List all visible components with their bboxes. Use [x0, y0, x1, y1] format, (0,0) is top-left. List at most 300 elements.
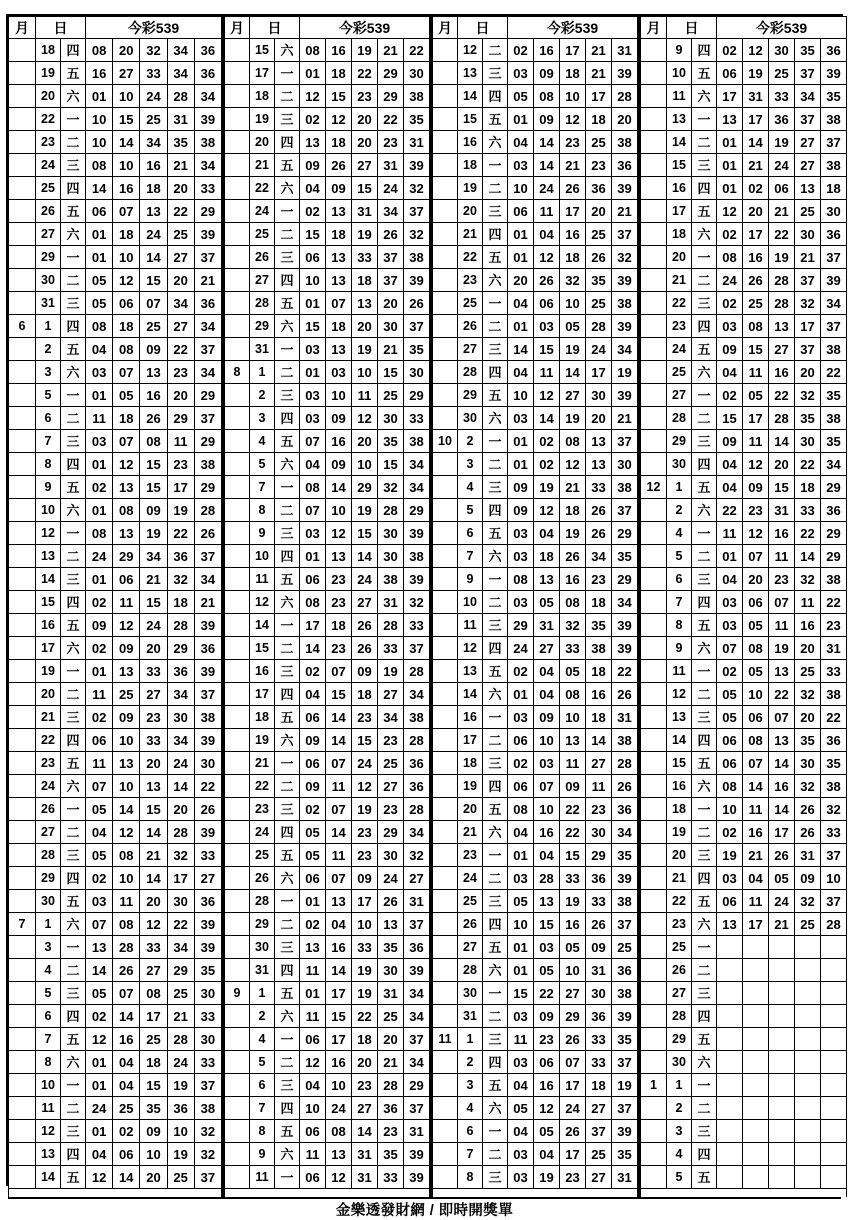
cell-number: 16 — [140, 154, 167, 177]
cell-number: 31 — [534, 614, 560, 637]
cell-number: 14 — [326, 729, 352, 752]
cell-day: 19 — [36, 62, 61, 85]
cell-number: 34 — [194, 315, 221, 338]
cell-number: 06 — [86, 729, 113, 752]
cell-day: 3 — [250, 407, 275, 430]
cell-number: 06 — [300, 568, 326, 591]
cell-number: 08 — [560, 430, 586, 453]
cell-number — [795, 936, 821, 959]
cell-weekday: 四 — [275, 131, 300, 154]
cell-number: 36 — [586, 1005, 612, 1028]
cell-number: 32 — [140, 39, 167, 62]
cell-number: 20 — [140, 752, 167, 775]
cell-day: 15 — [250, 637, 275, 660]
cell-month — [641, 246, 667, 269]
cell-weekday: 一 — [692, 660, 717, 683]
cell-number: 29 — [378, 821, 404, 844]
cell-number: 39 — [194, 614, 221, 637]
cell-number: 24 — [378, 177, 404, 200]
cell-day: 13 — [458, 62, 483, 85]
cell-weekday: 三 — [483, 1166, 508, 1189]
cell-number: 05 — [743, 614, 769, 637]
cell-number: 23 — [534, 1028, 560, 1051]
cell-number: 33 — [769, 85, 795, 108]
cell-number: 14 — [86, 959, 113, 982]
cell-month — [433, 982, 458, 1005]
cell-number: 36 — [821, 729, 847, 752]
cell-day: 29 — [667, 1028, 692, 1051]
cell-number: 26 — [352, 614, 378, 637]
cell-number: 34 — [612, 338, 638, 361]
header-month: 月 — [9, 17, 36, 39]
cell-day: 12 — [458, 39, 483, 62]
cell-day: 18 — [667, 223, 692, 246]
cell-number: 20 — [795, 637, 821, 660]
cell-day: 4 — [667, 1143, 692, 1166]
cell-number: 13 — [113, 476, 140, 499]
cell-number: 23 — [352, 85, 378, 108]
cell-number: 25 — [378, 384, 404, 407]
cell-number: 08 — [717, 775, 743, 798]
cell-number: 06 — [743, 706, 769, 729]
cell-number: 23 — [326, 591, 352, 614]
cell-day: 31 — [250, 959, 275, 982]
cell-number: 11 — [560, 752, 586, 775]
cell-number: 05 — [86, 798, 113, 821]
cell-month — [641, 292, 667, 315]
cell-number: 12 — [352, 775, 378, 798]
cell-number: 23 — [352, 844, 378, 867]
cell-month — [433, 798, 458, 821]
cell-number: 16 — [743, 821, 769, 844]
cell-number: 03 — [717, 315, 743, 338]
cell-number: 19 — [352, 982, 378, 1005]
table-row — [641, 844, 847, 867]
cell-number: 23 — [378, 1120, 404, 1143]
cell-number: 35 — [612, 545, 638, 568]
cell-number: 10 — [560, 85, 586, 108]
cell-number: 13 — [534, 890, 560, 913]
cell-number: 12 — [352, 407, 378, 430]
table-row — [9, 614, 222, 637]
cell-number: 38 — [612, 729, 638, 752]
table-row — [433, 913, 638, 936]
cell-number: 09 — [534, 62, 560, 85]
cell-weekday: 一 — [483, 154, 508, 177]
table-body-4 — [641, 39, 847, 1197]
table-row — [641, 959, 847, 982]
table-row — [9, 729, 222, 752]
cell-number: 06 — [300, 1120, 326, 1143]
cell-day: 23 — [250, 798, 275, 821]
cell-number: 04 — [534, 522, 560, 545]
cell-weekday: 五 — [275, 844, 300, 867]
cell-weekday: 一 — [61, 798, 86, 821]
cell-month — [433, 936, 458, 959]
table-row — [641, 476, 847, 499]
cell-weekday: 三 — [483, 200, 508, 223]
table-row — [433, 131, 638, 154]
cell-month — [433, 913, 458, 936]
table-row — [225, 522, 430, 545]
cell-number: 10 — [113, 867, 140, 890]
cell-month — [225, 867, 250, 890]
cell-number: 18 — [560, 246, 586, 269]
cell-number: 13 — [326, 890, 352, 913]
cell-number: 09 — [743, 476, 769, 499]
cell-number: 26 — [194, 798, 221, 821]
cell-month — [641, 361, 667, 384]
cell-number: 35 — [378, 1143, 404, 1166]
cell-weekday: 五 — [275, 154, 300, 177]
cell-weekday: 三 — [275, 384, 300, 407]
cell-number: 01 — [717, 177, 743, 200]
cell-weekday: 四 — [275, 959, 300, 982]
cell-day: 21 — [250, 752, 275, 775]
cell-number: 16 — [140, 384, 167, 407]
table-row — [9, 407, 222, 430]
cell-day: 15 — [250, 39, 275, 62]
cell-number: 28 — [404, 729, 430, 752]
cell-number: 26 — [795, 798, 821, 821]
cell-month — [641, 522, 667, 545]
cell-number: 37 — [194, 683, 221, 706]
cell-weekday: 四 — [61, 1005, 86, 1028]
cell-number: 21 — [769, 913, 795, 936]
results-block-1 — [8, 16, 224, 1197]
cell-number: 06 — [534, 1051, 560, 1074]
cell-month — [433, 292, 458, 315]
cell-number: 14 — [769, 430, 795, 453]
cell-number: 14 — [167, 775, 194, 798]
cell-day: 9 — [667, 637, 692, 660]
cell-month — [225, 154, 250, 177]
cell-number: 13 — [113, 660, 140, 683]
cell-number: 29 — [404, 499, 430, 522]
cell-month — [225, 1166, 250, 1189]
cell-weekday: 三 — [692, 292, 717, 315]
cell-number: 08 — [743, 637, 769, 660]
cell-number: 09 — [326, 177, 352, 200]
cell-weekday: 五 — [61, 752, 86, 775]
cell-number: 19 — [612, 1074, 638, 1097]
cell-number: 01 — [300, 890, 326, 913]
cell-number: 30 — [194, 1028, 221, 1051]
cell-number: 33 — [378, 637, 404, 660]
cell-weekday: 三 — [483, 62, 508, 85]
cell-number: 05 — [508, 1097, 534, 1120]
cell-day: 17 — [250, 62, 275, 85]
cell-month: 9 — [225, 982, 250, 1005]
cell-number: 05 — [743, 660, 769, 683]
cell-number: 10 — [300, 1097, 326, 1120]
cell-number: 17 — [326, 982, 352, 1005]
cell-day: 22 — [458, 246, 483, 269]
cell-number: 09 — [352, 660, 378, 683]
cell-month — [641, 384, 667, 407]
table-row — [9, 522, 222, 545]
cell-number: 20 — [167, 269, 194, 292]
cell-number: 01 — [508, 315, 534, 338]
cell-number — [743, 1143, 769, 1166]
cell-month — [641, 1143, 667, 1166]
cell-number: 05 — [508, 85, 534, 108]
cell-day: 1 — [250, 982, 275, 1005]
cell-number: 07 — [326, 752, 352, 775]
cell-day: 20 — [667, 844, 692, 867]
cell-number: 39 — [612, 614, 638, 637]
cell-number: 13 — [586, 453, 612, 476]
cell-number: 28 — [769, 407, 795, 430]
cell-month — [433, 1005, 458, 1028]
cell-month — [641, 637, 667, 660]
table-row — [433, 177, 638, 200]
cell-number: 18 — [326, 614, 352, 637]
cell-number: 04 — [300, 453, 326, 476]
cell-number: 27 — [167, 315, 194, 338]
cell-number: 36 — [612, 154, 638, 177]
cell-number: 10 — [326, 384, 352, 407]
cell-month — [641, 752, 667, 775]
table-row — [225, 131, 430, 154]
table-row — [433, 798, 638, 821]
cell-number: 05 — [508, 890, 534, 913]
cell-day: 8 — [36, 1051, 61, 1074]
cell-weekday: 一 — [692, 384, 717, 407]
cell-number: 08 — [113, 844, 140, 867]
cell-number: 38 — [586, 637, 612, 660]
cell-number: 23 — [167, 453, 194, 476]
table-row — [641, 407, 847, 430]
cell-day: 27 — [36, 821, 61, 844]
cell-day: 19 — [250, 108, 275, 131]
cell-number: 13 — [113, 522, 140, 545]
cell-number: 29 — [612, 568, 638, 591]
cell-number: 19 — [612, 361, 638, 384]
cell-number: 01 — [508, 246, 534, 269]
cell-month — [641, 1120, 667, 1143]
cell-day: 28 — [250, 292, 275, 315]
table-row — [225, 269, 430, 292]
cell-number: 34 — [612, 821, 638, 844]
cell-number: 23 — [560, 1166, 586, 1189]
cell-month — [641, 660, 667, 683]
cell-weekday: 一 — [692, 108, 717, 131]
cell-number: 35 — [821, 430, 847, 453]
cell-number: 29 — [167, 407, 194, 430]
table-row — [225, 683, 430, 706]
cell-weekday: 三 — [692, 844, 717, 867]
cell-number: 38 — [821, 108, 847, 131]
cell-weekday: 五 — [692, 62, 717, 85]
table-row — [641, 568, 847, 591]
cell-number: 31 — [167, 108, 194, 131]
cell-number: 01 — [508, 936, 534, 959]
cell-number: 21 — [743, 154, 769, 177]
cell-number: 16 — [326, 39, 352, 62]
cell-number — [821, 1120, 847, 1143]
cell-number: 36 — [167, 1097, 194, 1120]
cell-weekday: 二 — [483, 39, 508, 62]
cell-day: 7 — [36, 430, 61, 453]
table-row — [433, 936, 638, 959]
cell-day: 12 — [250, 591, 275, 614]
cell-number — [795, 1166, 821, 1189]
cell-weekday: 四 — [61, 729, 86, 752]
cell-month — [641, 982, 667, 1005]
table-row — [225, 1005, 430, 1028]
cell-number: 37 — [612, 430, 638, 453]
cell-weekday: 一 — [61, 246, 86, 269]
cell-number: 03 — [508, 1005, 534, 1028]
cell-number: 06 — [300, 1028, 326, 1051]
cell-weekday: 三 — [483, 890, 508, 913]
cell-number: 18 — [326, 315, 352, 338]
cell-day: 10 — [36, 499, 61, 522]
cell-weekday: 三 — [692, 568, 717, 591]
cell-number: 01 — [300, 545, 326, 568]
cell-number — [743, 1120, 769, 1143]
cell-number: 09 — [534, 706, 560, 729]
cell-day: 7 — [250, 1097, 275, 1120]
cell-month — [225, 131, 250, 154]
cell-number: 24 — [769, 154, 795, 177]
cell-weekday: 六 — [692, 637, 717, 660]
table-row — [433, 683, 638, 706]
cell-number: 14 — [326, 821, 352, 844]
cell-number: 10 — [508, 913, 534, 936]
table-row — [9, 131, 222, 154]
cell-number: 08 — [86, 522, 113, 545]
table-row — [433, 338, 638, 361]
cell-month — [225, 1143, 250, 1166]
table-body-1 — [9, 39, 222, 1197]
cell-day: 12 — [36, 522, 61, 545]
cell-number: 11 — [508, 1028, 534, 1051]
cell-month — [433, 522, 458, 545]
cell-number: 34 — [821, 292, 847, 315]
cell-weekday: 四 — [275, 269, 300, 292]
table-row — [641, 683, 847, 706]
cell-number: 26 — [586, 246, 612, 269]
cell-number — [821, 1097, 847, 1120]
cell-month — [9, 1097, 36, 1120]
cell-number: 29 — [113, 545, 140, 568]
cell-number: 38 — [194, 706, 221, 729]
cell-number: 27 — [769, 338, 795, 361]
cell-number: 17 — [560, 39, 586, 62]
header-month: 月 — [433, 17, 458, 39]
cell-number: 06 — [300, 752, 326, 775]
cell-number: 12 — [717, 200, 743, 223]
cell-weekday: 一 — [483, 430, 508, 453]
table-row — [641, 1120, 847, 1143]
cell-number: 37 — [795, 62, 821, 85]
cell-number: 31 — [743, 85, 769, 108]
cell-number: 05 — [534, 1120, 560, 1143]
cell-weekday: 二 — [275, 637, 300, 660]
cell-number — [743, 1005, 769, 1028]
table-row — [9, 453, 222, 476]
cell-number — [717, 1097, 743, 1120]
cell-number: 33 — [586, 1028, 612, 1051]
cell-number: 33 — [404, 614, 430, 637]
cell-number: 34 — [404, 476, 430, 499]
cell-number: 29 — [821, 522, 847, 545]
cell-weekday: 三 — [61, 982, 86, 1005]
table-row — [9, 568, 222, 591]
table-row — [433, 499, 638, 522]
cell-number: 16 — [769, 361, 795, 384]
cell-number: 28 — [586, 315, 612, 338]
cell-number: 10 — [113, 154, 140, 177]
cell-number: 14 — [140, 867, 167, 890]
cell-day: 28 — [250, 890, 275, 913]
cell-number: 29 — [508, 614, 534, 637]
cell-number: 32 — [795, 890, 821, 913]
cell-day: 29 — [458, 384, 483, 407]
cell-number: 01 — [86, 1120, 113, 1143]
cell-month — [433, 660, 458, 683]
cell-number: 24 — [717, 269, 743, 292]
cell-month — [433, 315, 458, 338]
cell-day: 26 — [36, 200, 61, 223]
cell-number — [717, 1143, 743, 1166]
cell-number: 34 — [140, 131, 167, 154]
cell-number: 27 — [113, 62, 140, 85]
cell-number: 11 — [300, 1143, 326, 1166]
header-day: 日 — [667, 17, 717, 39]
cell-day: 24 — [458, 867, 483, 890]
table-row — [433, 85, 638, 108]
cell-weekday: 五 — [692, 1028, 717, 1051]
cell-number: 19 — [717, 844, 743, 867]
cell-month — [9, 867, 36, 890]
cell-weekday: 六 — [692, 913, 717, 936]
cell-number: 27 — [795, 131, 821, 154]
cell-number: 23 — [352, 706, 378, 729]
cell-number: 34 — [194, 85, 221, 108]
cell-number: 32 — [612, 246, 638, 269]
cell-month — [225, 430, 250, 453]
cell-weekday: 一 — [275, 752, 300, 775]
cell-number: 01 — [86, 384, 113, 407]
cell-number: 22 — [821, 361, 847, 384]
cell-day: 20 — [36, 683, 61, 706]
cell-weekday: 一 — [692, 246, 717, 269]
cell-number: 36 — [404, 752, 430, 775]
cell-number: 33 — [821, 660, 847, 683]
cell-month — [9, 1005, 36, 1028]
cell-weekday: 五 — [275, 568, 300, 591]
cell-number: 03 — [534, 315, 560, 338]
table-row — [9, 62, 222, 85]
cell-number: 12 — [113, 269, 140, 292]
cell-number: 30 — [378, 315, 404, 338]
cell-weekday: 二 — [275, 85, 300, 108]
cell-weekday: 二 — [483, 1005, 508, 1028]
results-table-1 — [8, 16, 222, 1197]
cell-weekday: 五 — [275, 706, 300, 729]
cell-day: 29 — [36, 867, 61, 890]
cell-number: 04 — [113, 1074, 140, 1097]
cell-number: 13 — [560, 729, 586, 752]
cell-day: 20 — [36, 85, 61, 108]
cell-month — [641, 959, 667, 982]
cell-number: 14 — [769, 752, 795, 775]
table-row — [641, 752, 847, 775]
cell-weekday: 六 — [483, 959, 508, 982]
